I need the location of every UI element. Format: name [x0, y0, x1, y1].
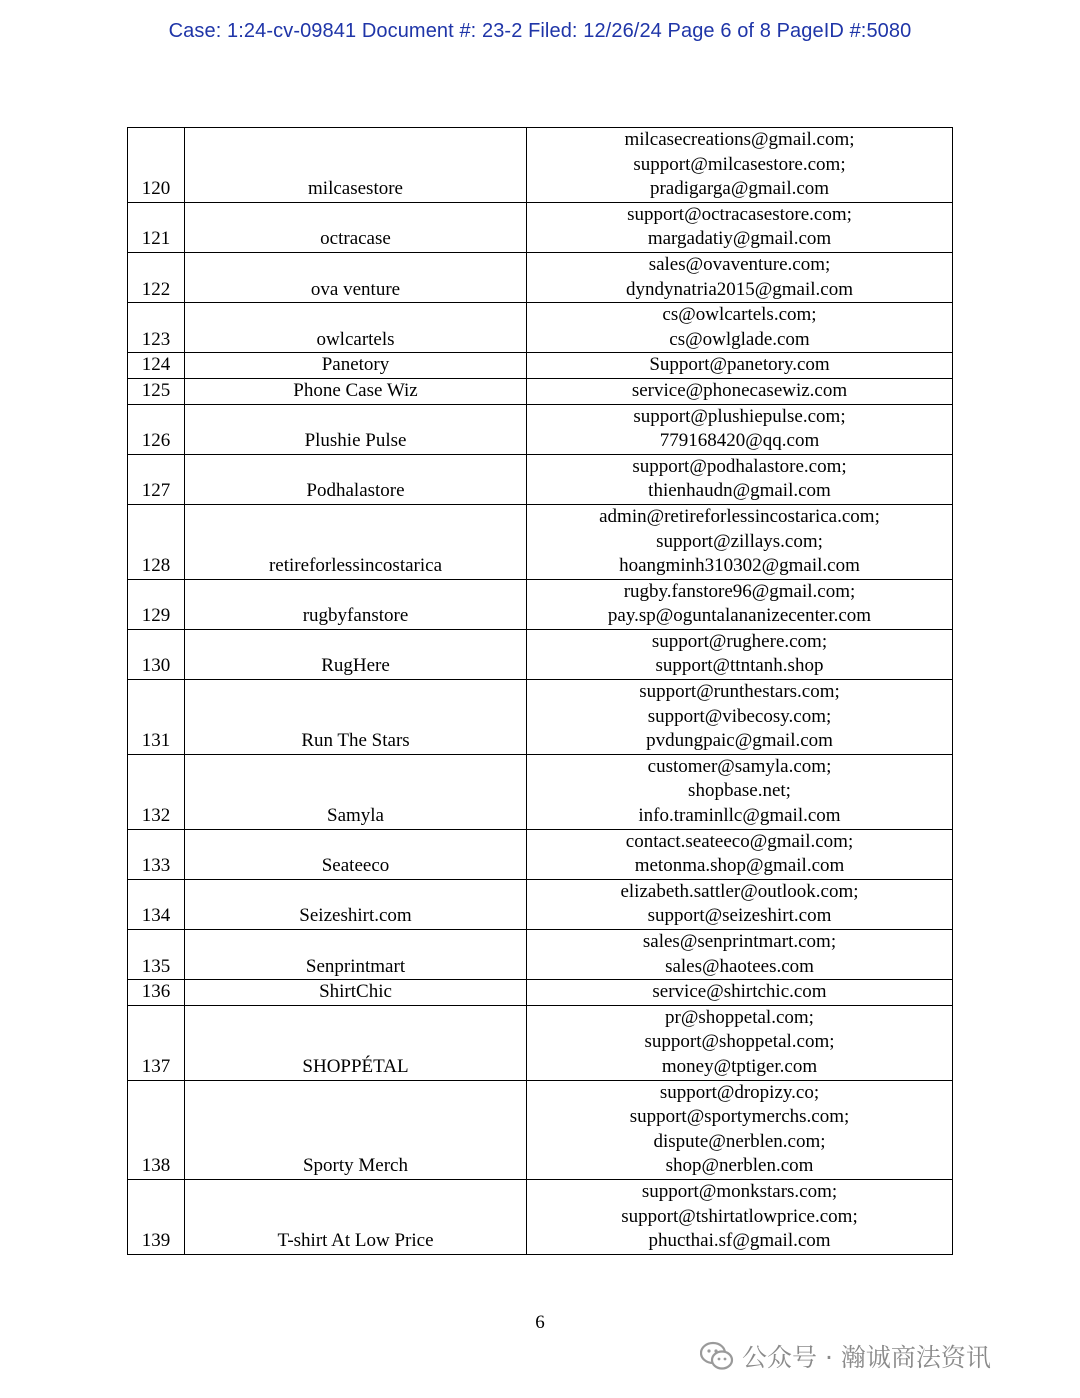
row-number: 136: [128, 980, 185, 1006]
email-address: metonma.shop@gmail.com: [634, 855, 845, 877]
email-cell: [527, 378, 953, 404]
email-cell: [527, 930, 953, 980]
email-address: margadatiy@gmail.com: [647, 228, 832, 250]
email-address: support@plushiepulse.com;: [633, 405, 846, 427]
row-number: 138: [128, 1080, 185, 1179]
email-address: contact.seateeco@gmail.com;: [625, 830, 854, 852]
table-row: [128, 454, 953, 504]
email-cell: [527, 303, 953, 353]
watermark-text: 公众号 · 瀚诚商法资讯: [742, 1343, 991, 1372]
row-number: 130: [128, 629, 185, 679]
email-address: customer@samyla.com;: [647, 755, 832, 777]
email-cell: [527, 404, 953, 454]
row-number: 123: [128, 303, 185, 353]
row-number: 121: [128, 202, 185, 252]
email-address: cs@owlcartels.com;: [662, 304, 817, 326]
store-name: owlcartels: [185, 303, 527, 353]
table-row: [128, 930, 953, 980]
email-address: sales@haotees.com: [665, 955, 814, 977]
table-row: [128, 252, 953, 302]
email-cell: [527, 1005, 953, 1080]
row-number: 120: [128, 128, 185, 203]
email-address: cs@owlglade.com: [669, 328, 810, 350]
email-address: service@shirtchic.com: [652, 981, 827, 1003]
email-address: Support@panetory.com: [649, 354, 830, 376]
email-address: support@zillays.com;: [656, 530, 823, 552]
email-cell: [527, 829, 953, 879]
table-row: [128, 1080, 953, 1179]
defendants-table: [127, 127, 953, 1255]
email-address: dyndynatria2015@gmail.com: [626, 278, 853, 300]
email-address: support@seizeshirt.com: [647, 905, 832, 927]
store-name: milcasestore: [185, 128, 527, 203]
wechat-icon: [700, 1341, 734, 1371]
store-name: Sporty Merch: [185, 1080, 527, 1179]
email-address: sales@ovaventure.com;: [648, 253, 831, 275]
row-number: 132: [128, 754, 185, 829]
email-address: hoangminh310302@gmail.com: [619, 555, 860, 577]
table-row: [128, 680, 953, 755]
email-cell: [527, 1080, 953, 1179]
case-header: Case: 1:24-cv-09841 Document #: 23-2 Filed: 12/26/24 Page 6 of 8 PageID #:5080: [168, 20, 912, 42]
email-address: info.traminllc@gmail.com: [638, 805, 841, 827]
table-row: [128, 303, 953, 353]
email-address: support@octracasestore.com;: [627, 203, 852, 225]
page-number: 6: [535, 1312, 545, 1333]
email-cell: [527, 202, 953, 252]
store-name: Run The Stars: [185, 680, 527, 755]
table-row: [128, 404, 953, 454]
row-number: 135: [128, 930, 185, 980]
table-row: [128, 879, 953, 929]
email-address: money@tptiger.com: [661, 1055, 818, 1077]
store-name: Phone Case Wiz: [185, 378, 527, 404]
store-name: SHOPPÉTAL: [185, 1005, 527, 1080]
email-address: dispute@nerblen.com;: [653, 1130, 826, 1152]
table-row: [128, 829, 953, 879]
email-address: support@monkstars.com;: [641, 1180, 838, 1202]
table-row: [128, 128, 953, 203]
email-address: elizabeth.sattler@outlook.com;: [620, 880, 859, 902]
table-row: [128, 579, 953, 629]
table-body: [128, 128, 953, 1255]
row-number: 129: [128, 579, 185, 629]
row-number: 128: [128, 504, 185, 579]
store-name: Seateeco: [185, 829, 527, 879]
store-name: octracase: [185, 202, 527, 252]
store-name: RugHere: [185, 629, 527, 679]
row-number: 133: [128, 829, 185, 879]
row-number: 127: [128, 454, 185, 504]
email-address: thienhaudn@gmail.com: [648, 480, 831, 502]
email-address: pr@shoppetal.com;: [665, 1006, 814, 1028]
email-address: milcasecreations@gmail.com;: [624, 129, 855, 150]
store-name: rugbyfanstore: [185, 579, 527, 629]
email-address: support@sportymerchs.com;: [629, 1106, 850, 1128]
email-address: shopbase.net;: [688, 780, 791, 802]
store-name: ova venture: [185, 252, 527, 302]
store-name: Senprintmart: [185, 930, 527, 980]
email-cell: [527, 252, 953, 302]
email-address: shop@nerblen.com: [665, 1155, 814, 1177]
watermark: [700, 1338, 991, 1374]
email-address: support@rughere.com;: [651, 630, 828, 652]
email-address: support@podhalastore.com;: [632, 455, 847, 477]
email-address: support@tshirtatlowprice.com;: [621, 1205, 858, 1227]
row-number: 126: [128, 404, 185, 454]
email-address: support@dropizy.co;: [659, 1081, 820, 1103]
email-cell: [527, 454, 953, 504]
table-row: [128, 378, 953, 404]
email-address: admin@retireforlessincostarica.com;: [599, 505, 880, 527]
email-cell: [527, 879, 953, 929]
email-cell: [527, 1179, 953, 1254]
table-row: [128, 1005, 953, 1080]
row-number: 139: [128, 1179, 185, 1254]
email-address: support@shoppetal.com;: [644, 1031, 835, 1053]
store-name: ShirtChic: [185, 980, 527, 1006]
email-cell: [527, 980, 953, 1006]
email-address: phucthai.sf@gmail.com: [648, 1230, 831, 1252]
row-number: 137: [128, 1005, 185, 1080]
store-name: Seizeshirt.com: [185, 879, 527, 929]
table-row: [128, 202, 953, 252]
row-number: 134: [128, 879, 185, 929]
email-cell: [527, 680, 953, 755]
email-address: sales@senprintmart.com;: [642, 931, 837, 952]
row-number: 122: [128, 252, 185, 302]
email-cell: [527, 579, 953, 629]
email-address: support@milcasestore.com;: [633, 153, 846, 175]
email-address: pay.sp@oguntalananizecenter.com: [607, 605, 872, 627]
email-address: service@phonecasewiz.com: [631, 379, 848, 401]
email-address: pvdungpaic@gmail.com: [646, 730, 833, 752]
email-cell: [527, 754, 953, 829]
email-cell: [527, 629, 953, 679]
table-row: [128, 754, 953, 829]
email-cell: [527, 504, 953, 579]
row-number: 131: [128, 680, 185, 755]
table-row: [128, 629, 953, 679]
row-number: 125: [128, 378, 185, 404]
store-name: Samyla: [185, 754, 527, 829]
table-row: [128, 353, 953, 379]
table-row: [128, 504, 953, 579]
store-name: Panetory: [185, 353, 527, 379]
email-cell: [527, 353, 953, 379]
store-name: Podhalastore: [185, 454, 527, 504]
email-cell: [527, 128, 953, 203]
table-row: [128, 980, 953, 1006]
row-number: 124: [128, 353, 185, 379]
store-name: retireforlessincostarica: [185, 504, 527, 579]
store-name: T-shirt At Low Price: [185, 1179, 527, 1254]
email-address: 779168420@qq.com: [659, 430, 820, 452]
email-address: support@ttntanh.shop: [655, 655, 824, 677]
email-address: support@runthestars.com;: [639, 681, 840, 703]
email-address: pradigarga@gmail.com: [649, 178, 830, 200]
email-address: support@vibecosy.com;: [647, 705, 832, 727]
store-name: Plushie Pulse: [185, 404, 527, 454]
email-address: rugby.fanstore96@gmail.com;: [623, 580, 856, 602]
table-row: [128, 1179, 953, 1254]
